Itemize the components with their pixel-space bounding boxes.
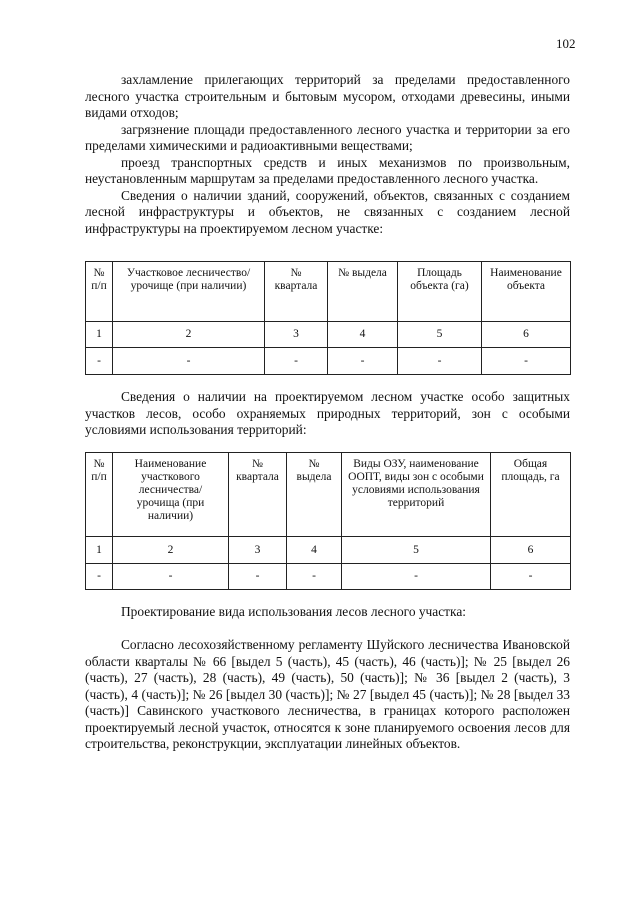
table-cell: - — [482, 348, 571, 375]
protected-areas-text — [85, 389, 570, 439]
table-header-row — [86, 453, 571, 537]
table-cell: 6 — [482, 322, 571, 348]
paragraph-protected-areas-info: Сведения о наличии на проектируемом лесном участке особо защитных участков лесов, особо охраняемых природных территорий, зон с особыми условиями использования территорий: — [85, 389, 570, 437]
intro-text — [85, 72, 570, 237]
header-cell: Виды ОЗУ, наименование ООПТ, виды зон с особыми условиями использования территорий — [342, 453, 491, 537]
header-cell: Участковое лесничество/урочище (при наличии) — [113, 262, 265, 322]
header-cell: № квартала — [265, 262, 328, 322]
table-cell: - — [398, 348, 482, 375]
table-numbering-row — [86, 322, 571, 348]
table-cell: 4 — [287, 537, 342, 564]
protected-areas-table — [85, 452, 571, 590]
table-cell: - — [328, 348, 398, 375]
table-cell: 5 — [398, 322, 482, 348]
header-cell: № п/п — [86, 453, 113, 537]
project-heading-block — [85, 604, 570, 621]
table-cell: 2 — [113, 537, 229, 564]
table-cell: - — [113, 348, 265, 375]
header-cell: Наименование участкового лесничества/ урочища (при наличии) — [113, 453, 229, 537]
header-cell: № выдела — [287, 453, 342, 537]
table-cell: 1 — [86, 322, 113, 348]
header-cell: № квартала — [229, 453, 287, 537]
regulation-text — [85, 637, 570, 753]
table-cell: - — [491, 564, 571, 590]
table-header-row — [86, 262, 571, 322]
table-row — [86, 348, 571, 375]
header-cell: № выдела — [328, 262, 398, 322]
paragraph-regulation: Согласно лесохозяйственному регламенту Шуйского лесничества Ивановской области кварталы № 66 [выдел 5 (часть), 45 (часть), 46 (часть)]; № 25 [выдел 26 (часть), 27 (часть), 28 (часть), 49 (часть), 50 (часть)]; № 36 [выдел 2 (часть), 3 (часть), 4 (часть)]; № 26 [выдел 30 (часть)]; № 27 [выдел 45 (часть)]; № 28 [выдел 33 (часть)] Савинского участкового лесничества, в границах которого расположен проектируемый лесной участок, относятся к зоне планируемого освоения лесов для строительства, реконструкции, эксплуатации линейных объектов. — [85, 637, 570, 751]
table-cell: - — [86, 564, 113, 590]
table-row — [86, 564, 571, 590]
paragraph-littering: захламление прилегающих территорий за пределами предоставленного лесного участка строительным и бытовым мусором, отходами древесины, иными видами отходов; — [85, 72, 570, 120]
table-cell: - — [287, 564, 342, 590]
table-cell: - — [342, 564, 491, 590]
table-numbering-row — [86, 537, 571, 564]
paragraph-vehicles: проезд транспортных средств и иных механизмов по произвольным, неустановленным маршрутам за пределами предоставленного лесного участка. — [85, 154, 570, 186]
table-cell: - — [265, 348, 328, 375]
table-cell: 1 — [86, 537, 113, 564]
page-number: 102 — [556, 36, 576, 51]
paragraph-pollution: загрязнение площади предоставленного лесного участка и территории за его пределами химическими и радиоактивными веществами; — [85, 121, 570, 153]
header-cell: Наименование объекта — [482, 262, 571, 322]
table-cell: 3 — [265, 322, 328, 348]
table-cell: 6 — [491, 537, 571, 564]
buildings-table — [85, 261, 571, 375]
table-cell: - — [113, 564, 229, 590]
paragraph-buildings-info: Сведения о наличии зданий, сооружений, объектов, связанных с созданием лесной инфраструктуры и объектов, не связанных с созданием лесной инфраструктуры на проектируемом лесном участке: — [85, 187, 570, 236]
table-cell: - — [86, 348, 113, 375]
table-cell: - — [229, 564, 287, 590]
header-cell: Площадь объекта (га) — [398, 262, 482, 322]
table-cell: 4 — [328, 322, 398, 348]
table-cell: 3 — [229, 537, 287, 564]
table-cell: 2 — [113, 322, 265, 348]
table-cell: 5 — [342, 537, 491, 564]
section-heading: Проектирование вида использования лесов лесного участка: — [121, 604, 466, 619]
header-cell: Общая площадь, га — [491, 453, 571, 537]
header-cell: № п/п — [86, 262, 113, 322]
